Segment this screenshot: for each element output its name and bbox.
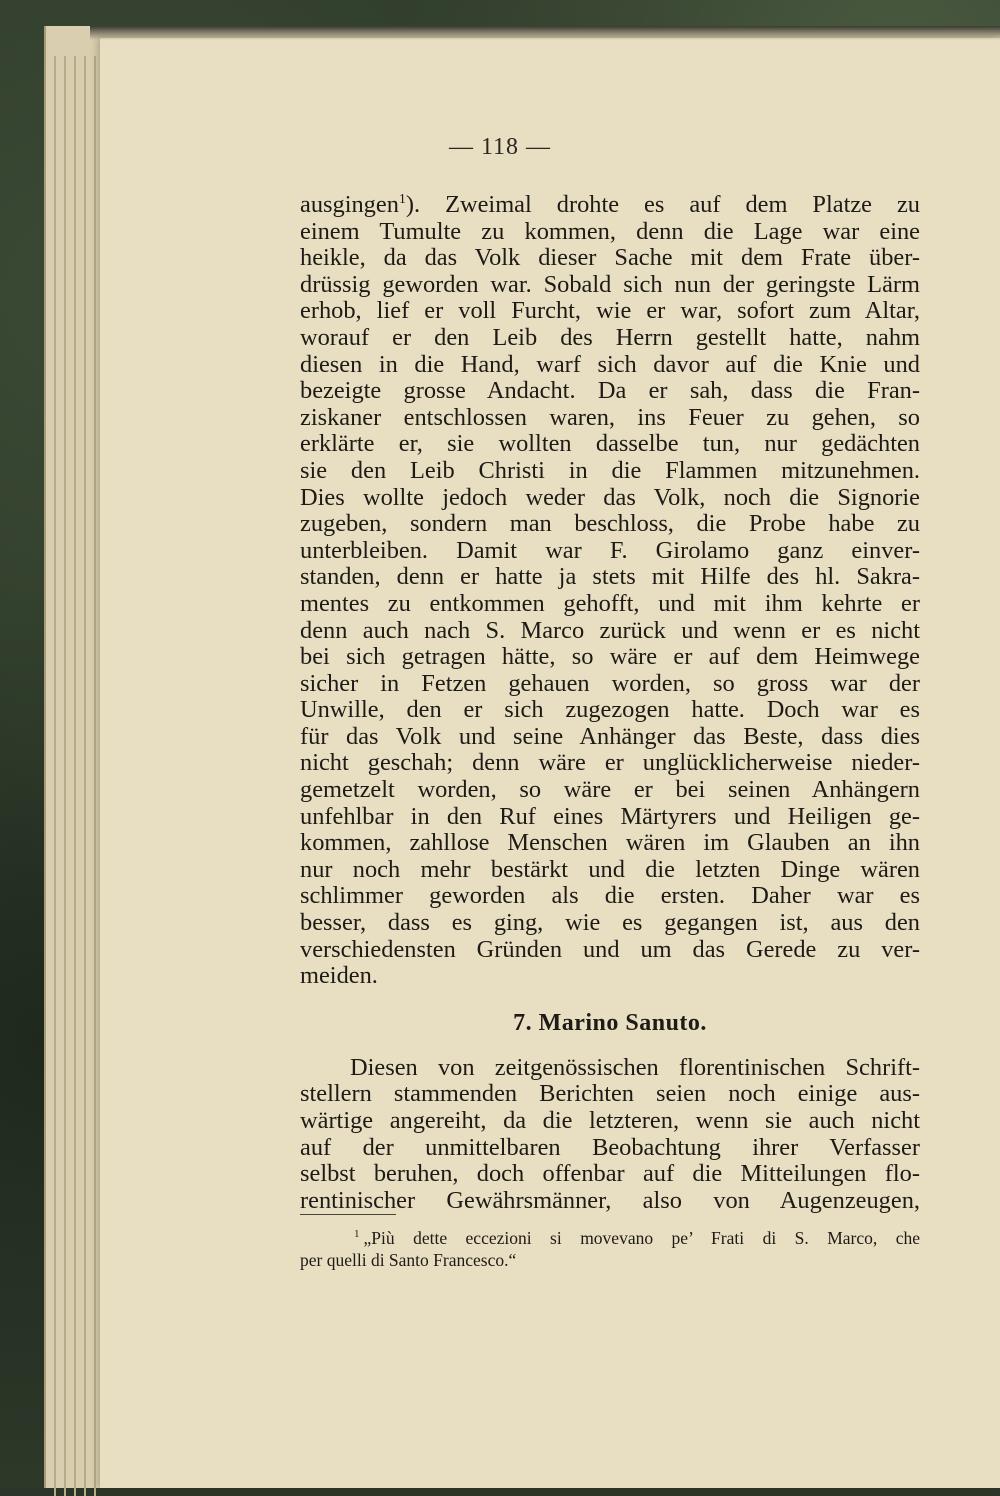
text-line: bei sich getragen hätte, so wäre er auf dem Heimwege [300, 643, 920, 671]
page-top-shadow [90, 26, 1000, 40]
footnote [300, 1223, 920, 1271]
page-edge [74, 56, 76, 1496]
text-line: sicher in Fetzen gehauen worden, so gross war der [300, 669, 920, 697]
section-heading: 7. Marino Sanuto. [513, 1009, 707, 1036]
page-edge [54, 56, 56, 1496]
text-line: Dies wollte jedoch weder das Volk, noch die Signorie [300, 483, 920, 511]
page-number-header: — 118 — [448, 134, 552, 160]
text-line [300, 192, 920, 219]
text-line: rentinischer Gewährsmänner, also von Augenzeugen, [300, 1186, 920, 1214]
text-line: sie den Leib Christi in die Flammen mitzunehmen. [300, 456, 920, 484]
text-line: gemetzelt worden, so wäre er bei seinen Anhängern [300, 776, 920, 804]
body-text [300, 192, 920, 1214]
text-line: standen, denn er hatte ja stets mit Hilfe des hl. Sakra- [300, 563, 920, 591]
text-line: erklärte er, sie wollten dasselbe tun, nur gedächten [300, 430, 920, 458]
text-line: für das Volk und seine Anhänger das Beste, dass dies [300, 722, 920, 750]
text-line: Unwille, den er sich zugezogen hatte. Doch war es [300, 696, 920, 724]
text-line: auf der unmittelbaren Beobachtung ihrer Verfasser [300, 1133, 920, 1161]
paragraph-2 [300, 1055, 920, 1215]
text-fragment: ausgingen [300, 191, 399, 218]
text-line: schlimmer geworden als die ersten. Daher war es [300, 882, 920, 910]
text-line: unfehlbar in den Ruf eines Märtyrers und Heiligen ge- [300, 802, 920, 830]
text-line: drüssig geworden war. Sobald sich nun der geringste Lärm [300, 270, 920, 298]
text-line: stellern stammenden Berichten seien noch einige aus- [300, 1080, 920, 1108]
text-line: wärtige angereiht, da die letzteren, wenn sie auch nicht [300, 1107, 920, 1134]
text-line: heikle, da das Volk dieser Sache mit dem Frate über- [300, 244, 920, 272]
text-line: kommen, zahllose Menschen wären im Glauben an ihn [300, 829, 920, 857]
page-edge [94, 56, 96, 1496]
text-line: meiden. [300, 962, 378, 990]
text-line: unterbleiben. Damit war F. Girolamo ganz einver- [300, 536, 920, 564]
text-line: bezeigte grosse Andacht. Da er sah, dass die Fran- [300, 377, 920, 405]
text-line: mentes zu entkommen gehofft, und mit ihm kehrte er [300, 589, 920, 617]
paragraph-1 [300, 192, 920, 990]
footnote-line: per quelli di Santo Francesco.“ [300, 1249, 517, 1270]
text-line: einem Tumulte zu kommen, denn die Lage war eine [300, 217, 920, 245]
footnote-mark: 1 [354, 1228, 360, 1240]
text-line: verschiedensten Gründen und um das Gerede zu ver- [300, 935, 920, 963]
text-line: besser, dass es ging, wie es gegangen ist, aus den [300, 909, 920, 937]
footnote-rule [300, 1214, 396, 1215]
footnote-reference: 1 [398, 191, 406, 207]
page-edge [84, 56, 86, 1496]
text-line: worauf er den Leib des Herrn gestellt hatte, nahm [300, 323, 920, 351]
text-line: ziskaner entschlossen waren, ins Feuer zu gehen, so [300, 403, 920, 431]
footnote-text: „Più dette eccezioni si movevano pe’ Frati di S. Marco, che [363, 1227, 920, 1248]
page-edge [64, 56, 66, 1496]
text-line: nicht geschah; denn wäre er unglücklicherweise nieder- [300, 749, 920, 777]
text-line: Diesen von zeitgenössischen florentinischen Schrift- [350, 1053, 920, 1081]
text-line: denn auch nach S. Marco zurück und wenn er es nicht [300, 616, 920, 644]
text-line: erhob, lief er voll Furcht, wie er war, sofort zum Altar, [300, 297, 920, 325]
text-line: zugeben, sondern man beschloss, die Probe habe zu [300, 510, 920, 538]
text-line: nur noch mehr bestärkt und die letzten Dinge wären [300, 855, 920, 883]
text-line: selbst beruhen, doch offenbar auf die Mitteilungen flo- [300, 1160, 920, 1188]
text-fragment: ). Zweimal drohte es auf dem Platze zu [405, 191, 920, 218]
footnote-line [300, 1223, 920, 1249]
text-line: diesen in die Hand, warf sich davor auf die Knie und [300, 350, 920, 378]
